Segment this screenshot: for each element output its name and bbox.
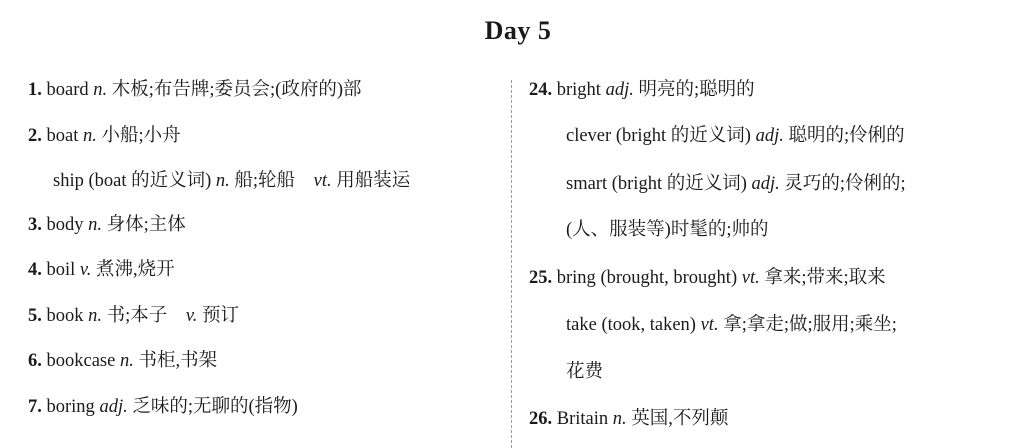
entry-number: 26. bbox=[529, 409, 553, 429]
entry-pos: n. bbox=[88, 306, 102, 326]
vocab-entry bbox=[529, 408, 728, 430]
entry-pos: adj. bbox=[99, 397, 128, 417]
entry-pos: n. bbox=[612, 409, 627, 429]
vocab-entry bbox=[28, 305, 239, 327]
entry-meaning: 拿;拿走;做;服用;乘坐; bbox=[723, 315, 897, 335]
entry-pos: adj. bbox=[755, 126, 784, 146]
vocab-entry bbox=[529, 79, 755, 101]
entry-pos: n. bbox=[88, 215, 102, 235]
vocab-sub-entry bbox=[53, 170, 410, 192]
entry-pos: n. bbox=[82, 126, 97, 146]
entry-number: 4. bbox=[28, 260, 42, 280]
entry-meaning-continued: (人、服装等)时髦的;帅的 bbox=[566, 220, 769, 240]
entry-meaning: 英国,不列颠 bbox=[631, 409, 729, 429]
entry-meaning: 灵巧的;伶俐的; bbox=[784, 174, 906, 194]
entry-pos: n. bbox=[215, 171, 230, 191]
vocab-sub-entry bbox=[566, 314, 897, 336]
vocab-entry bbox=[28, 350, 217, 372]
entry-pos: adj. bbox=[751, 174, 780, 194]
entry-meaning: 书柜,书架 bbox=[138, 351, 218, 371]
entry-number: 25. bbox=[529, 268, 553, 288]
entry-word: bring bbox=[556, 268, 596, 288]
vocab-entry bbox=[28, 259, 175, 281]
vocab-sub-entry bbox=[566, 125, 905, 147]
column-divider bbox=[511, 80, 512, 448]
entry-pos: vt. bbox=[741, 268, 760, 288]
entry-word: take bbox=[566, 315, 597, 335]
entry-meaning: 明亮的;聪明的 bbox=[638, 80, 755, 100]
entry-word: book bbox=[46, 306, 84, 326]
entry-meaning: 船;轮船 bbox=[234, 171, 296, 191]
entry-meaning-continued: 花费 bbox=[566, 362, 604, 382]
entry-meaning: 拿来;带来;取来 bbox=[764, 268, 886, 288]
entry-word: bright bbox=[556, 80, 601, 100]
entry-pos: n. bbox=[119, 351, 134, 371]
entry-pos: n. bbox=[93, 80, 108, 100]
entry-word: clever bbox=[566, 126, 612, 146]
entry-note: (took, taken) bbox=[601, 315, 696, 335]
entry-number: 7. bbox=[28, 397, 42, 417]
entry-word: boat bbox=[46, 126, 79, 146]
entry-number: 5. bbox=[28, 306, 42, 326]
entry-note: (bright 的近义词) bbox=[615, 126, 751, 146]
entry-meaning: 乏味的;无聊的(指物) bbox=[132, 397, 298, 417]
vocab-sub-entry bbox=[566, 173, 906, 195]
entry-word: Britain bbox=[556, 409, 609, 429]
entry-word: smart bbox=[566, 174, 608, 194]
vocab-entry bbox=[28, 125, 181, 147]
entry-number: 6. bbox=[28, 351, 42, 371]
vocab-entry bbox=[529, 267, 886, 289]
entry-meaning: 煮沸,烧开 bbox=[96, 260, 175, 280]
entry-word: body bbox=[46, 215, 84, 235]
vocab-continuation bbox=[566, 361, 603, 383]
entry-meaning-secondary: 用船装运 bbox=[336, 171, 411, 191]
entry-meaning: 聪明的;伶俐的 bbox=[788, 126, 905, 146]
vocab-entry bbox=[28, 214, 186, 236]
entry-meaning-secondary: 预订 bbox=[201, 306, 239, 326]
entry-pos-secondary: v. bbox=[185, 306, 198, 326]
entry-pos: adj. bbox=[605, 80, 634, 100]
entry-word: bookcase bbox=[46, 351, 116, 371]
entry-meaning: 木板;布告牌;委员会;(政府的)部 bbox=[111, 80, 362, 100]
entry-number: 3. bbox=[28, 215, 42, 235]
entry-number: 24. bbox=[529, 80, 553, 100]
entry-pos: vt. bbox=[700, 315, 719, 335]
vocab-entry bbox=[28, 396, 298, 418]
entry-meaning: 小船;小舟 bbox=[101, 126, 181, 146]
page-title: Day 5 bbox=[484, 16, 552, 45]
entry-word: board bbox=[46, 80, 89, 100]
entry-number: 2. bbox=[28, 126, 42, 146]
entry-pos: v. bbox=[79, 260, 92, 280]
entry-word: ship bbox=[53, 171, 84, 191]
entry-number: 1. bbox=[28, 80, 42, 100]
entry-word: boring bbox=[46, 397, 95, 417]
vocab-entry bbox=[28, 79, 362, 101]
entry-meaning: 书;本子 bbox=[106, 306, 168, 326]
entry-pos-secondary: vt. bbox=[313, 171, 332, 191]
entry-note: (brought, brought) bbox=[600, 268, 738, 288]
entry-meaning: 身体;主体 bbox=[106, 215, 186, 235]
entry-word: boil bbox=[46, 260, 76, 280]
entry-note: (boat 的近义词) bbox=[88, 171, 212, 191]
entry-note: (bright 的近义词) bbox=[611, 174, 747, 194]
vocab-continuation bbox=[566, 219, 768, 241]
